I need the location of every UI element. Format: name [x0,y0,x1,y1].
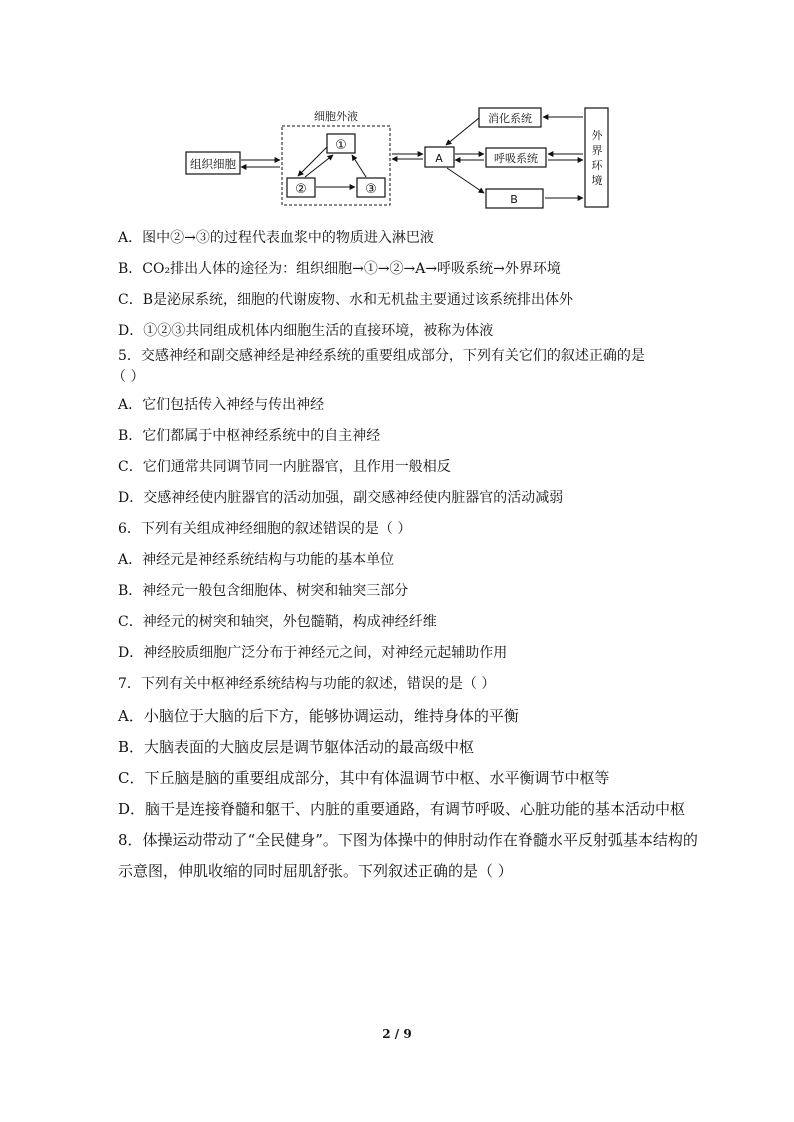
q7-option-a: A．小脑位于大脑的后下方，能够协调运动，维持身体的平衡 [118,707,519,725]
q6-option-a: A．神经元是神经系统结构与功能的基本单位 [118,552,395,568]
external-char-1: 外 [591,129,603,142]
external-char-2: 界 [591,144,603,157]
q6-option-c: C．神经元的树突和轴突，外包髓鞘，构成神经纤维 [118,614,437,630]
q4-option-c: C．B是泌尿系统，细胞的代谢废物、水和无机盐主要通过该系统排出体外 [118,292,573,308]
node-1-label: ① [335,138,347,153]
page-number: 2 / 9 [382,1027,412,1041]
arrow-2-to-1 [305,155,333,177]
q6-stem: 6．下列有关组成神经细胞的叙述错误的是（ ） [118,521,412,537]
node-2-label: ② [295,182,307,197]
arrow-3-to-1 [352,155,366,177]
node-3-label: ③ [365,182,377,197]
q4-option-d: D．①②③共同组成机体内细胞生活的直接环境，被称为体液 [118,323,494,339]
q5-answer-blank: （ ） [112,369,145,385]
respiratory-system-label: 呼吸系统 [494,152,538,165]
q5-option-b: B．它们都属于中枢神经系统中的自主神经 [118,428,381,444]
q8-stem-line-2: 示意图，伸肌收缩的同时屈肌舒张。下列叙述正确的是（ ） [118,862,513,880]
tissue-cells-label: 组织细胞 [190,157,236,171]
arrow-digestive-to-a [446,118,479,145]
q7-stem: 7．下列有关中枢神经系统结构与功能的叙述，错误的是（ ） [118,676,496,692]
q6-option-b: B．神经元一般包含细胞体、树突和轴突三部分 [118,583,409,599]
external-char-4: 境 [591,174,603,187]
q7-option-c: C．下丘脑是脑的重要组成部分，其中有体温调节中枢、水平衡调节中枢等 [118,769,610,787]
q5-stem: 5．交感神经和副交感神经是神经系统的重要组成部分，下列有关它们的叙述正确的是 [118,348,645,364]
q5-option-a: A．它们包括传入神经与传出神经 [118,397,325,413]
q7-option-b: B．大脑表面的大脑皮层是调节躯体活动的最高级中枢 [118,738,475,756]
q4-option-b: B．CO₂排出人体的途径为：组织细胞→①→②→A→呼吸系统→外界环境 [118,261,561,277]
arrow-a-to-b [447,168,484,193]
node-a-label: A [435,152,443,165]
q7-option-d: D．脑干是连接脊髓和躯干、内脏的重要通路，有调节呼吸、心脏功能的基本活动中枢 [118,800,686,818]
extracellular-fluid-label: 细胞外液 [314,110,358,123]
q8-stem-line-1: 8．体操运动带动了“全民健身”。下图为体操中的伸肘动作在脊髓水平反射弧基本结构的 [118,831,698,849]
q5-option-d: D．交感神经使内脏器官的活动加强，副交感神经使内脏器官的活动减弱 [118,490,564,506]
external-environment-box [585,108,608,207]
q4-option-a: A．图中②→③的过程代表血浆中的物质进入淋巴液 [118,230,434,246]
body-fluid-diagram [0,0,794,215]
digestive-system-label: 消化系统 [488,112,532,125]
q6-option-d: D．神经胶质细胞广泛分布于神经元之间，对神经元起辅助作用 [118,645,508,661]
node-b-label: B [510,193,518,206]
external-char-3: 环 [591,159,603,172]
q5-option-c: C．它们通常共同调节同一内脏器官，且作用一般相反 [118,459,451,475]
